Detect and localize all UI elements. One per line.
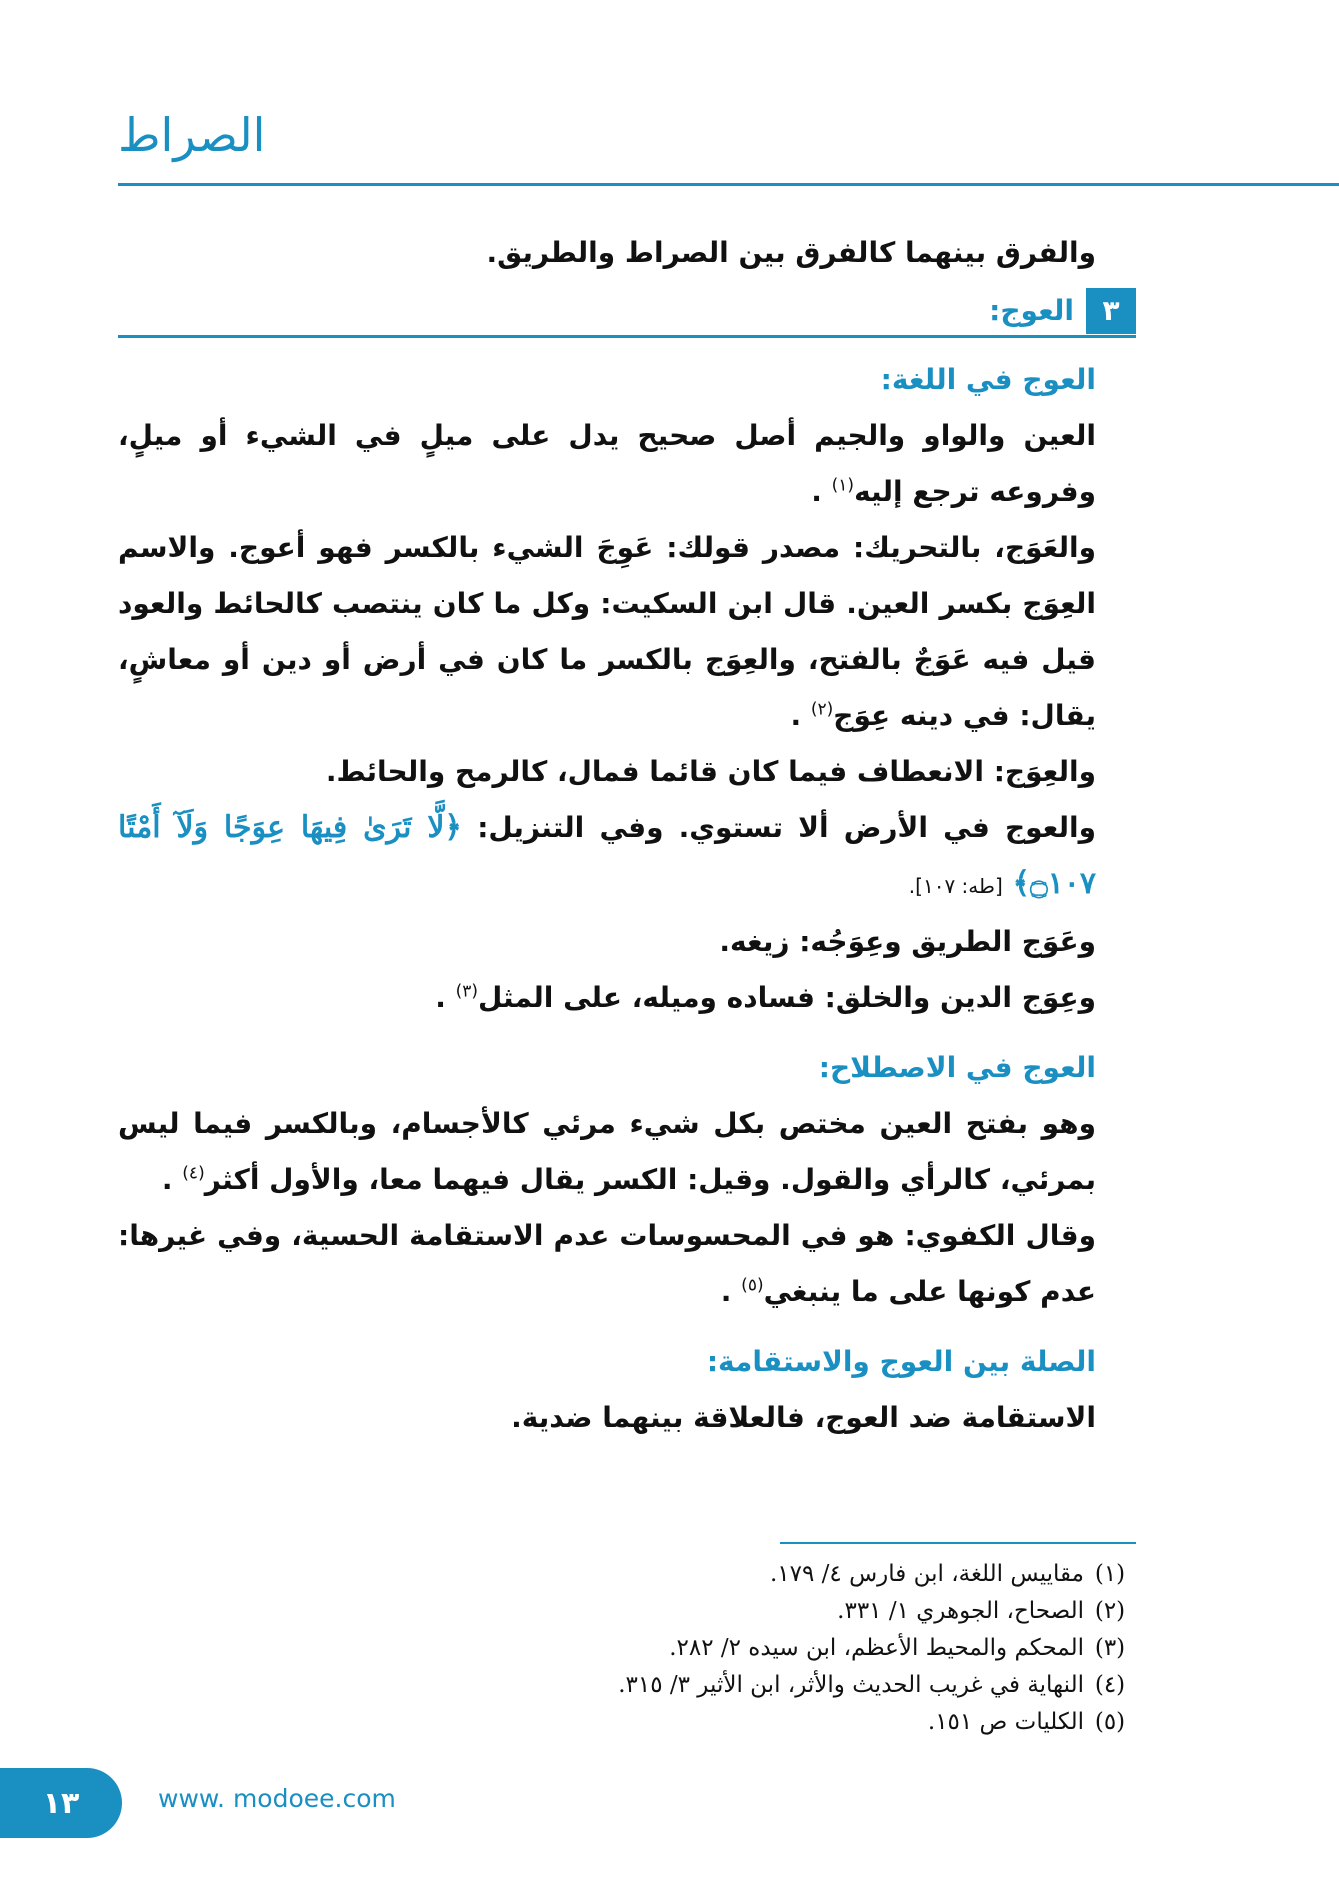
paragraph-2-text: والعَوَج، بالتحريك: مصدر قولك: عَوِجَ الشيء بالكسر فهو أعوج. والاسم العِوَج بكسر العين. قال ابن السكيت: وكل ما كان ينتصب كالحائط والعود قيل فيه عَوَجٌ بالفتح، والعِوَج بالكسر ما كان في أرض أو دين أو معاشٍ، يقال: في دينه عِوَج	[118, 531, 1096, 732]
paragraph-6-text: وعِوَج الدين والخلق: فساده وميله، على المثل	[478, 981, 1096, 1014]
paragraph-2-end: .	[790, 699, 802, 732]
paragraph-8-text: وقال الكفوي: هو في المحسوسات عدم الاستقامة الحسية، وفي غيرها: عدم كونها على ما ينبغي	[118, 1219, 1096, 1308]
page-number-tab	[0, 1768, 122, 1838]
paragraph-4	[118, 800, 1136, 914]
paragraph-6	[118, 970, 1136, 1026]
footnote-number: (٥)	[1094, 1709, 1126, 1735]
footnote-text: الكليات ص ١٥١.	[927, 1709, 1084, 1735]
paragraph-1	[118, 408, 1136, 520]
main-content	[118, 225, 1136, 1446]
header-divider	[118, 183, 1339, 186]
paragraph-5: وعَوَج الطريق وعِوَجُه: زيغه.	[719, 925, 1096, 958]
footnote-ref-3[interactable]: (٣)	[455, 981, 479, 1002]
section-title: العوج:	[989, 294, 1074, 327]
footnote-number: (٣)	[1094, 1635, 1126, 1661]
paragraph-4-text: والعوج في الأرض ألا تستوي. وفي التنزيل:	[477, 811, 1097, 844]
paragraph-7	[118, 1096, 1136, 1208]
verse-citation: [طه: ١٠٧].	[908, 874, 1003, 898]
relation-heading: الصلة بين العوج والاستقامة:	[706, 1345, 1096, 1378]
footnote-ref-2[interactable]: (٢)	[810, 699, 834, 720]
paragraph-7-text: وهو بفتح العين مختص بكل شيء مرئي كالأجسام، وبالكسر فيما ليس بمرئي، كالرأي والقول. وقيل: الكسر يقال فيهما معا، والأول أكثر	[118, 1107, 1096, 1196]
header-title: الصراط	[118, 108, 266, 162]
page-number: ١٣	[42, 1785, 80, 1821]
footnote-ref-4[interactable]: (٤)	[182, 1163, 205, 1184]
footnote-number: (١)	[1094, 1561, 1126, 1587]
footnotes-list	[118, 1556, 1136, 1741]
footnote-divider	[780, 1542, 1136, 1544]
footnote-text: النهاية في غريب الحديث والأثر، ابن الأثير ٣/ ٣١٥.	[618, 1672, 1084, 1698]
quran-verse: ﴿لَّا تَرَىٰ فِيهَا عِوَجًا وَلَآ أَمْتًا ۝١٠٧﴾	[118, 810, 1096, 901]
footnote-item	[118, 1630, 1136, 1667]
footnote-ref-1[interactable]: (١)	[831, 475, 855, 496]
paragraph-1-text: العين والواو والجيم أصل صحيح يدل على ميلٍ في الشيء أو ميلٍ، وفروعه ترجع إليه	[118, 419, 1096, 508]
paragraph-8	[118, 1208, 1136, 1320]
paragraph-6-end: .	[435, 981, 446, 1014]
paragraph-2	[118, 520, 1136, 744]
section-heading	[118, 287, 1136, 338]
footnote-item	[118, 1704, 1136, 1741]
website-link[interactable]: www. modoee.com	[158, 1784, 396, 1813]
paragraph-1-end: .	[811, 475, 822, 508]
footnote-text: مقاييس اللغة، ابن فارس ٤/ ١٧٩.	[769, 1561, 1084, 1587]
lang-heading: العوج في اللغة:	[880, 363, 1096, 396]
footnote-text: الصحاح، الجوهري ١/ ٣٣١.	[837, 1598, 1084, 1624]
footnote-item	[118, 1556, 1136, 1593]
footnote-text: المحكم والمحيط الأعظم، ابن سيده ٢/ ٢٨٢.	[669, 1635, 1084, 1661]
footnote-ref-5[interactable]: (٥)	[741, 1275, 764, 1296]
term-heading: العوج في الاصطلاح:	[818, 1051, 1096, 1084]
footnote-number: (٢)	[1094, 1598, 1126, 1624]
footnote-number: (٤)	[1094, 1672, 1126, 1698]
section-number: ٣	[1086, 288, 1136, 334]
paragraph-7-end: .	[161, 1163, 173, 1196]
footnote-item	[118, 1667, 1136, 1704]
paragraph-3: والعِوَج: الانعطاف فيما كان قائما فمال، كالرمح والحائط.	[325, 755, 1096, 788]
intro-paragraph: والفرق بينهما كالفرق بين الصراط والطريق.	[486, 236, 1096, 269]
footnote-item	[118, 1593, 1136, 1630]
paragraph-9: الاستقامة ضد العوج، فالعلاقة بينهما ضدية.	[511, 1401, 1096, 1434]
paragraph-8-end: .	[720, 1275, 732, 1308]
